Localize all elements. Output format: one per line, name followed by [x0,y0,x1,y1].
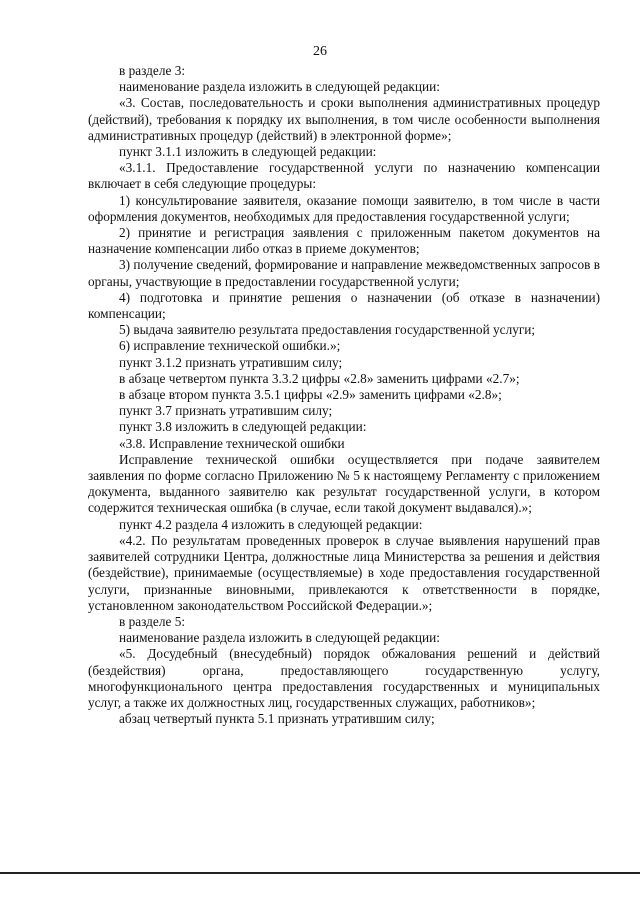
document-body [88,63,600,727]
paragraph: 2) принятие и регистрация заявления с приложенным пакетом документов на назначение компенсации либо отказ в приеме документов; [88,225,600,257]
paragraph: пункт 4.2 раздела 4 изложить в следующей редакции: [119,516,423,532]
paragraph: «3.1.1. Предоставление государственной услуги по назначению компенсации включает в себя следующие процедуры: [88,160,600,192]
paragraph: «5. Досудебный (внесудебный) порядок обжалования решений и действий (бездействия) органа, предоставляющего государственную услугу, многофункционального центра предоставления государственных и муниципальных услуг, а также их должностных лиц, государственных служащих, работников»; [88,646,600,710]
paragraph: «3.8. Исправление технической ошибки [119,435,345,451]
paragraph: пункт 3.8 изложить в следующей редакции: [119,419,367,435]
paragraph: пункт 3.1.2 признать утратившим силу; [119,354,343,370]
paragraph: абзац четвертый пункта 5.1 признать утратившим силу; [119,711,435,727]
paragraph: наименование раздела изложить в следующей редакции: [119,630,440,646]
page-bottom-border [0,872,640,874]
paragraph: в абзаце втором пункта 3.5.1 цифры «2.9» заменить цифрами «2.8»; [119,387,502,403]
paragraph: в абзаце четвертом пункта 3.3.2 цифры «2.8» заменить цифрами «2.7»; [119,370,520,386]
paragraph: 1) консультирование заявителя, оказание помощи заявителю, в том числе в части оформления документов, необходимых для предоставления государственной услуги; [88,192,600,224]
paragraph: «3. Состав, последовательность и сроки выполнения административных процедур (действий), требования к порядку их выполнения, в том числе особенности выполнения административных процедур (действий) в электронной форме»; [88,95,600,143]
paragraph: в разделе 3: [119,63,186,78]
paragraph: пункт 3.1.1 изложить в следующей редакции: [119,144,377,160]
paragraph: в разделе 5: [119,613,186,629]
page-number: 26 [313,44,327,59]
paragraph: пункт 3.7 признать утратившим силу; [119,403,333,419]
paragraph: «4.2. По результатам проведенных проверок в случае выявления нарушений прав заявителей сотрудники Центра, должностные лица Министерства за решения и действия (бездействие), принимаемые (осуществляемые) в ходе предоставления государственной услуги, признанные виновными, привлекаются к ответственности в порядке, установленном законодательством Российской Федерации.»; [88,532,600,613]
paragraph: 4) подготовка и принятие решения о назначении (об отказе в назначении) компенсации; [88,289,600,322]
paragraph: 3) получение сведений, формирование и направление межведомственных запросов в органы, участвующие в предоставлении государственной услуги; [88,257,600,289]
paragraph: наименование раздела изложить в следующей редакции: [119,79,440,95]
paragraph: Исправление технической ошибки осуществляется при подаче заявителем заявления по форме согласно Приложению № 5 к настоящему Регламенту с приложением документа, выданного заявителю как результат государственной услуги, в котором содержится техническая ошибка (в случае, если такой документ выдавался).»; [88,451,600,516]
paragraph: 5) выдача заявителю результата предоставления государственной услуги; [119,322,536,338]
paragraph: 6) исправление технической ошибки.»; [119,338,341,354]
